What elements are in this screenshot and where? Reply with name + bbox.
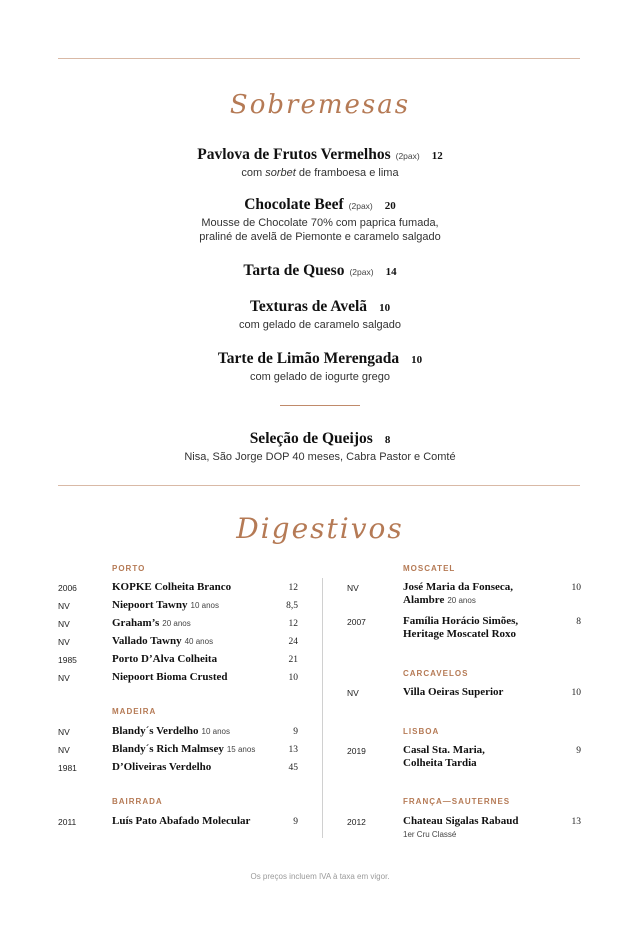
wine-name: Chateau Sigalas Rabaud 1er Cru Classé <box>403 815 519 839</box>
wine-price: 24 <box>288 637 298 647</box>
dessert-item <box>0 350 640 384</box>
dessert-item <box>0 146 640 180</box>
wine-name: Niepoort Tawny 10 anos <box>112 599 219 611</box>
dessert-item <box>0 196 640 244</box>
wine-name: D’Oliveiras Verdelho <box>112 761 212 773</box>
wine-name: Casal Sta. Maria, Colheita Tardia <box>403 744 485 769</box>
digestivos-title: Digestivos <box>236 512 404 545</box>
dish-price: 10 <box>379 302 391 314</box>
dessert-item <box>0 262 640 280</box>
sobremesas-title: Sobremesas <box>229 90 411 120</box>
wine-name: Villa Oeiras Superior <box>403 686 504 698</box>
wine-year: NV <box>58 727 70 737</box>
wine-price: 8,5 <box>286 601 298 611</box>
wine-name: Porto D’Alva Colheita <box>112 653 218 665</box>
dish-name: Texturas de Avelã <box>249 298 368 315</box>
wine-name: Graham’s 20 anos <box>112 617 191 629</box>
dish-name: Tarta de Queso <box>243 262 345 279</box>
dish-pax: (2pax) <box>349 267 374 277</box>
cheese-item <box>0 430 640 464</box>
wine-year: NV <box>58 673 70 683</box>
wine-price: 9 <box>293 817 298 827</box>
wine-price: 45 <box>288 763 298 773</box>
dessert-item <box>0 298 640 332</box>
dish-description: com gelado de iogurte grego <box>249 371 391 383</box>
wine-price: 12 <box>288 583 298 593</box>
dish-price: 10 <box>411 354 423 366</box>
dish-description: Nisa, São Jorge DOP 40 meses, Cabra Pastor e Comté <box>184 451 456 463</box>
wine-price: 12 <box>288 619 298 629</box>
wine-name: Luís Pato Abafado Molecular <box>112 815 251 827</box>
section-label-madeira: MADEIRA <box>112 707 157 716</box>
wine-year: NV <box>58 619 70 629</box>
wine-year: NV <box>58 637 70 647</box>
wine-year: 2007 <box>347 617 366 627</box>
dish-description: com gelado de caramelo salgado <box>238 319 402 331</box>
wine-year: NV <box>347 583 359 593</box>
dish-description: praliné de avelã de Piemonte e caramelo salgado <box>199 231 441 243</box>
dish-pax: (2pax) <box>395 151 420 161</box>
wine-year: 2012 <box>347 817 366 827</box>
wine-price: 10 <box>571 583 581 593</box>
section-label-moscatel: MOSCATEL <box>403 564 456 573</box>
section-label-carcavelos: CARCAVELOS <box>403 669 469 678</box>
dish-name: Tarte de Limão Merengada <box>217 350 400 367</box>
wine-year: NV <box>58 601 70 611</box>
wine-year: NV <box>347 688 359 698</box>
wine-name: Niepoort Bioma Crusted <box>112 671 228 683</box>
wine-name: Blandy´s Rich Malmsey 15 anos <box>112 743 256 755</box>
wine-name: José Maria da Fonseca, Alambre 20 anos <box>403 581 513 606</box>
wine-year: 1981 <box>58 763 77 773</box>
wine-price: 9 <box>576 746 581 756</box>
section-label-lisboa: LISBOA <box>403 727 440 736</box>
section-label-sauternes: FRANÇA—SAUTERNES <box>403 797 511 806</box>
wine-name: Blandy´s Verdelho 10 anos <box>112 725 230 737</box>
wine-price: 8 <box>576 617 581 627</box>
wine-price: 21 <box>288 655 298 665</box>
wine-year: 1985 <box>58 655 77 665</box>
section-label-porto: PORTO <box>112 564 146 573</box>
dish-description: Mousse de Chocolate 70% com paprica fumada, <box>201 217 439 229</box>
dish-price: 14 <box>385 266 397 278</box>
dish-name: Pavlova de Frutos Vermelhos <box>197 146 391 163</box>
dish-pax: (2pax) <box>348 201 373 211</box>
wine-name: KOPKE Colheita Branco <box>112 581 232 593</box>
wine-year: 2011 <box>58 817 77 827</box>
dish-price: 12 <box>431 150 443 162</box>
wine-price: 13 <box>288 745 298 755</box>
column-divider <box>322 578 323 838</box>
wine-price: 9 <box>293 727 298 737</box>
dish-price: 8 <box>384 434 391 446</box>
dish-name: Seleção de Queijos <box>249 430 373 447</box>
wine-name: Família Horácio Simões, Heritage Moscatel Roxo <box>403 615 519 640</box>
wine-name: Vallado Tawny 40 anos <box>112 635 214 647</box>
wine-price: 10 <box>288 673 298 683</box>
wine-price: 13 <box>571 817 581 827</box>
dish-name: Chocolate Beef <box>244 196 344 213</box>
mid-divider <box>58 485 580 486</box>
wine-price: 10 <box>571 688 581 698</box>
section-label-bairrada: BAIRRADA <box>112 797 163 806</box>
swash-divider <box>280 405 360 406</box>
dish-price: 20 <box>384 200 396 212</box>
top-divider <box>58 58 580 59</box>
dish-description: com sorbet de framboesa e lima <box>241 167 399 179</box>
footer-note: Os preços incluem IVA à taxa em vigor. <box>250 872 390 881</box>
wine-year: 2006 <box>58 583 77 593</box>
wine-year: NV <box>58 745 70 755</box>
wine-year: 2019 <box>347 746 366 756</box>
